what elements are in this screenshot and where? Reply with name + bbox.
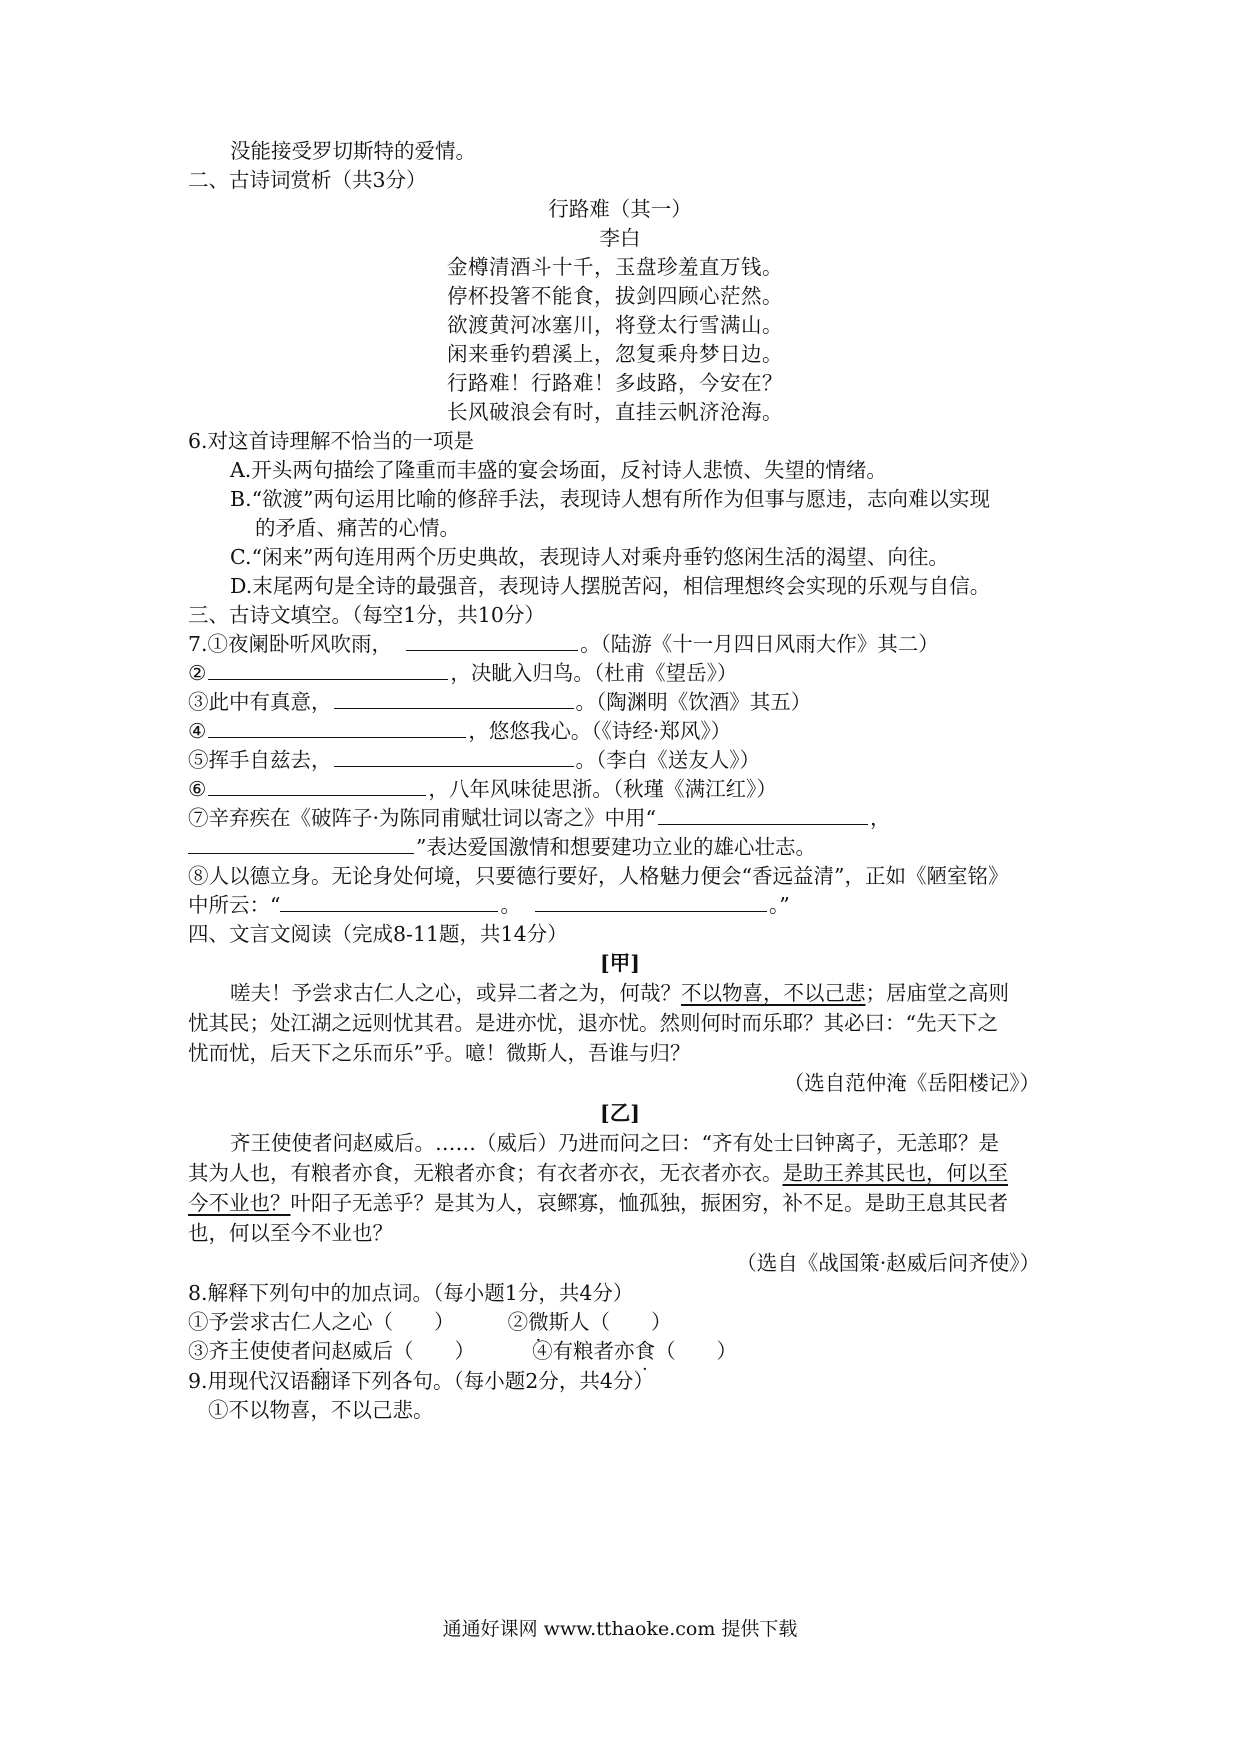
poem-line: 欲渡黄河冰塞川，将登太行雪满山。 [447, 313, 783, 337]
passage-yi-line: 也，何以至今不业也？ [188, 1221, 393, 1245]
fill-item-4-number: ④ [188, 719, 207, 743]
passage-yi-line [188, 1188, 1008, 1218]
fill-item-8-close: 。” [768, 893, 790, 917]
fill-item-3-source: 。（陶渊明《饮酒》其五） [575, 690, 812, 714]
fill-item-6-source: ，八年风味徒思浙。（秋瑾《满江红》） [428, 777, 777, 801]
fill-item-6-number: ⑥ [188, 777, 207, 801]
answer-blank[interactable] [208, 775, 426, 796]
fill-item-1-prompt: 7.①夜阑卧听风吹雨， [188, 632, 393, 656]
fill-item-8-continued [188, 890, 790, 920]
passage-jia-source: （选自范仲淹《岳阳楼记》） [783, 1071, 1040, 1095]
option-c: C.“闲来”两句连用两个历史典故，表现诗人对乘舟垂钓悠闲生活的渴望、向往。 [230, 545, 949, 569]
fill-item-3 [188, 687, 811, 717]
question-9-item-1: ①不以物喜，不以己悲。 [208, 1398, 434, 1422]
fill-item-7-comma: ， [870, 806, 891, 830]
fill-item-8: ⑧人以德立身。无论身处何境，只要德行要好，人格魅力便会“香远益清”，正如《陋室铭》 [188, 864, 1009, 888]
passage-jia-line [230, 978, 1009, 1008]
q8-item-3-pre: ③齐王使使者 [188, 1339, 311, 1363]
fill-item-5 [188, 745, 760, 775]
fill-item-5-prompt: ⑤挥手自兹去， [188, 748, 332, 772]
fill-item-3-prompt: ③此中有真意， [188, 690, 332, 714]
underlined-sentence: 今不业也？ [188, 1191, 291, 1215]
answer-blank[interactable] [188, 833, 414, 854]
question-6-stem: 6.对这首诗理解不恰当的一项是 [188, 429, 475, 453]
passage-jia-label: [甲] [600, 951, 640, 975]
dotted-word: 食 [634, 1339, 656, 1363]
fill-item-2-number: ② [188, 661, 207, 685]
fill-item-1-source: 。（陆游《十一月四日风雨大作》其二） [580, 632, 939, 656]
underlined-sentence: 是助王养其民也，何以至 [782, 1161, 1008, 1185]
q8-item-1-pre: ①予 [188, 1310, 229, 1334]
answer-blank[interactable] [280, 891, 498, 912]
poem-author: 李白 [599, 226, 641, 250]
answer-blank[interactable] [208, 659, 448, 680]
passage-jia-line: 忧其民；处江湖之远则忧其君。是进亦忧，退亦忧。然则何时而乐耶？其必曰：“先天下之 [188, 1011, 998, 1035]
fill-item-4 [188, 716, 731, 746]
fill-item-7-continued [188, 832, 816, 862]
passage-yi-line: 齐王使使者问赵威后。……（威后）乃进而问之曰：“齐有处士曰钟离子，无恙耶？是 [230, 1131, 999, 1155]
q8-item-2-pre: ② [507, 1310, 529, 1334]
q8-item-1-post: 求古仁人之心（ ） [249, 1310, 455, 1334]
passage-yi-source: （选自《战国策·赵威后问齐使》） [736, 1251, 1040, 1275]
poem-line: 闲来垂钓碧溪上，忽复乘舟梦日边。 [447, 342, 783, 366]
answer-blank[interactable] [334, 746, 574, 767]
option-a: A.开头两句描绘了隆重而丰盛的宴会场面，反衬诗人悲愤、失望的情绪。 [230, 458, 887, 482]
dotted-word: 微 [528, 1310, 549, 1334]
section-4-heading: 四、文言文阅读（完成8-11题，共14分） [188, 922, 568, 946]
poem-line: 金樽清酒斗十千，玉盘珍羞直万钱。 [447, 255, 783, 279]
passage-text: 叶阳子无恙乎？是其为人，哀鳏寡，恤孤独，振困穷，补不足。是助王息其民者 [290, 1191, 1008, 1215]
passage-text: 嗟夫！予尝求古仁人之心，或异二者之为，何哉？ [230, 981, 681, 1005]
answer-blank[interactable] [535, 891, 767, 912]
underlined-sentence: 不以物喜，不以己悲 [681, 981, 866, 1005]
option-b-continued: 的矛盾、痛苦的心情。 [255, 516, 460, 540]
answer-blank[interactable] [658, 804, 868, 825]
poem-line: 行路难！行路难！多歧路，今安在？ [447, 371, 783, 395]
page-footer: 通通好课网 www.tthaoke.com 提供下载 [442, 1618, 798, 1640]
fill-item-8-period: 。 [500, 893, 521, 917]
q8-item-2-post: 斯人（ ） [548, 1310, 672, 1334]
fill-item-7-tail: ”表达爱国激情和想要建功立业的雄心壮志。 [416, 835, 816, 859]
dotted-word: 问 [311, 1339, 332, 1363]
dotted-word: 尝 [229, 1310, 250, 1334]
fill-item-5-source: 。（李白《送友人》） [575, 748, 760, 772]
q8-item-4-pre: ④有粮者亦 [532, 1339, 635, 1363]
poem-line: 停杯投箸不能食，拔剑四顾心茫然。 [447, 284, 783, 308]
fill-item-7-prompt: ⑦辛弃疾在《破阵子·为陈同甫赋壮词以寄之》中用“ [188, 806, 656, 830]
poem-title: 行路难（其一） [548, 197, 692, 221]
fill-item-4-source: ，悠悠我心。（《诗经·郑风》） [468, 719, 732, 743]
answer-blank[interactable] [334, 688, 574, 709]
answer-blank[interactable] [208, 717, 466, 738]
fill-item-2 [188, 658, 737, 688]
previous-answer-tail: 没能接受罗切斯特的爱情。 [230, 139, 476, 163]
q8-item-3-post: 赵威后（ ） [331, 1339, 475, 1363]
fill-item-1 [188, 629, 939, 659]
passage-yi-label: [乙] [600, 1101, 640, 1125]
passage-text: 其为人也，有粮者亦食，无粮者亦食；有衣者亦衣，无衣者亦衣。 [188, 1161, 783, 1185]
q8-item-4-post: （ ） [655, 1339, 738, 1363]
option-b: B.“欲渡”两句运用比喻的修辞手法，表现诗人想有所作为但事与愿违，志向难以实现 [230, 487, 991, 511]
fill-item-7 [188, 803, 891, 833]
fill-item-6 [188, 774, 777, 804]
section-2-heading: 二、古诗词赏析（共3分） [188, 168, 427, 192]
fill-item-8-lead: 中所云：“ [188, 893, 281, 917]
question-8-row-1 [188, 1307, 672, 1337]
poem-line: 长风破浪会有时，直挂云帆济沧海。 [447, 400, 783, 424]
section-3-heading: 三、古诗文填空。（每空1分，共10分） [188, 603, 545, 627]
passage-jia-line: 忧而忧，后天下之乐而乐”乎。噫！微斯人，吾谁与归？ [188, 1041, 691, 1065]
passage-yi-line [188, 1158, 1008, 1188]
question-8-row-2 [188, 1336, 737, 1366]
question-9-stem: 9.用现代汉语翻译下列各句。（每小题2分，共4分） [188, 1369, 654, 1393]
answer-blank[interactable] [406, 630, 578, 651]
passage-text: ；居庙堂之高则 [865, 981, 1009, 1005]
fill-item-2-source: ，决眦入归鸟。（杜甫《望岳》） [450, 661, 738, 685]
option-d: D.末尾两句是全诗的最强音，表现诗人摆脱苦闷，相信理想终会实现的乐观与自信。 [230, 574, 991, 598]
question-8-stem: 8.解释下列句中的加点词。（每小题1分，共4分） [188, 1281, 634, 1305]
